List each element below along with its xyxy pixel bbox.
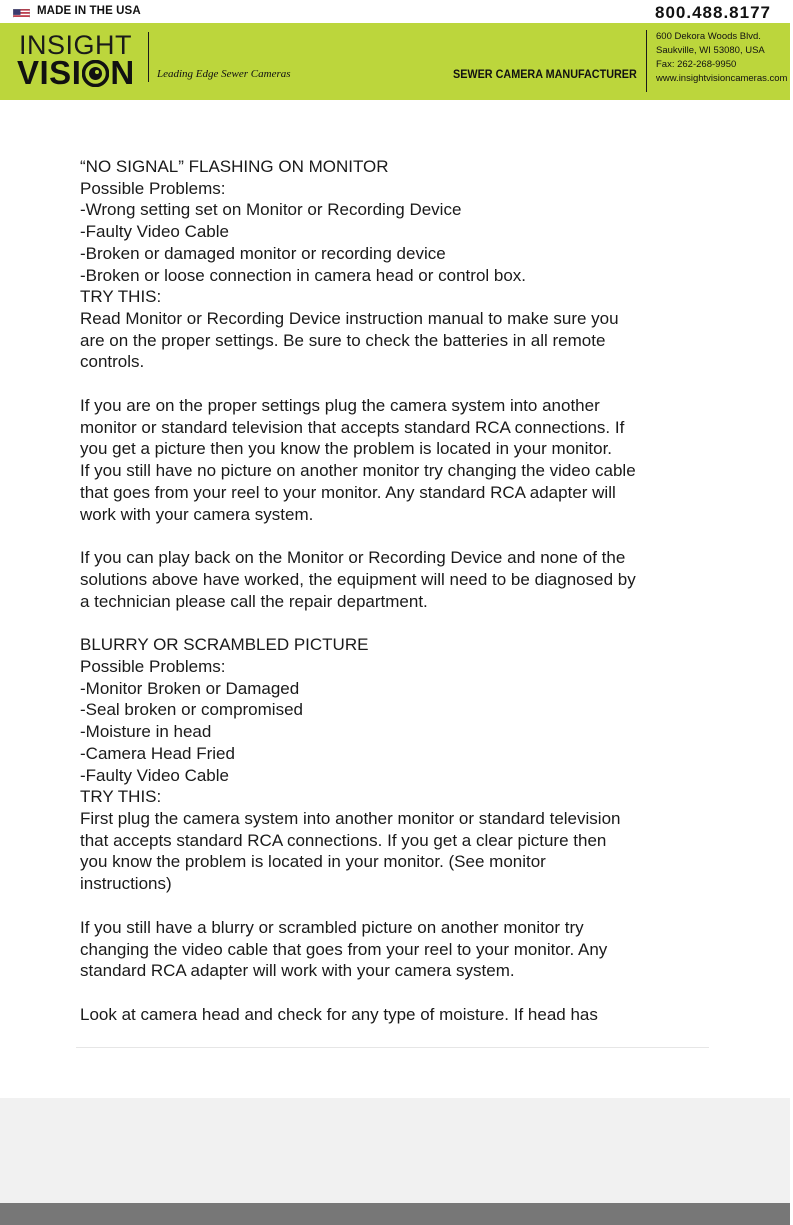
text-line: Possible Problems: bbox=[80, 178, 226, 198]
paragraph bbox=[80, 395, 720, 525]
tagline: Leading Edge Sewer Cameras bbox=[157, 68, 291, 80]
paragraph bbox=[80, 634, 720, 894]
text-line: instructions) bbox=[80, 874, 172, 894]
text-line: -Broken or loose connection in camera head or control box. bbox=[80, 265, 527, 285]
text-line: If you still have no picture on another monitor try changing the video cable bbox=[80, 461, 636, 481]
text-line: controls. bbox=[80, 352, 145, 372]
address-website-link[interactable]: www.insightvisioncameras.com bbox=[656, 73, 788, 84]
text-line: solutions above have worked, the equipment will need to be diagnosed by bbox=[80, 569, 636, 589]
text-line: monitor or standard television that accepts standard RCA connections. If bbox=[80, 417, 625, 437]
text-line: are on the proper settings. Be sure to check the batteries in all remote bbox=[80, 330, 606, 350]
text-line: Possible Problems: bbox=[80, 657, 226, 677]
text-line: you know the problem is located in your monitor. (See monitor bbox=[80, 852, 546, 872]
footer-bar bbox=[0, 1203, 790, 1225]
text-line: that accepts standard RCA connections. If you get a clear picture then bbox=[80, 830, 607, 850]
text-line: -Broken or damaged monitor or recording device bbox=[80, 243, 446, 263]
text-line: -Wrong setting set on Monitor or Recording Device bbox=[80, 200, 462, 220]
text-line: -Monitor Broken or Damaged bbox=[80, 678, 300, 698]
text-line: -Camera Head Fried bbox=[80, 743, 235, 763]
paragraph bbox=[80, 917, 720, 982]
text-line: If you still have a blurry or scrambled picture on another monitor try bbox=[80, 917, 584, 937]
text-line: -Moisture in head bbox=[80, 722, 212, 742]
text-line: “NO SIGNAL” FLASHING ON MONITOR bbox=[80, 157, 389, 176]
address-divider bbox=[646, 30, 647, 92]
address-fax: Fax: 262-268-9950 bbox=[656, 59, 737, 70]
text-line: you get a picture then you know the problem is located in your monitor. bbox=[80, 439, 613, 459]
logo-vision-part1: VISI bbox=[17, 54, 82, 91]
text-line: Read Monitor or Recording Device instruction manual to make sure you bbox=[80, 308, 619, 328]
text-line: If you are on the proper settings plug the camera system into another bbox=[80, 396, 600, 416]
paragraph bbox=[80, 1004, 720, 1026]
text-line: -Seal broken or compromised bbox=[80, 700, 303, 720]
document-body bbox=[80, 156, 720, 1048]
text-line: If you can play back on the Monitor or Recording Device and none of the bbox=[80, 548, 626, 568]
logo-eye-icon bbox=[82, 57, 109, 84]
logo-divider bbox=[148, 32, 149, 82]
text-line: a technician please call the repair department. bbox=[80, 591, 428, 611]
text-line: standard RCA adapter will work with your camera system. bbox=[80, 961, 515, 981]
address-city: Saukville, WI 53080, USA bbox=[656, 45, 765, 56]
paragraph bbox=[80, 156, 720, 373]
us-flag-icon bbox=[13, 7, 30, 18]
top-bar bbox=[0, 0, 793, 24]
manufacturer-label: SEWER CAMERA MANUFACTURER bbox=[453, 67, 637, 81]
text-line: that goes from your reel to your monitor. Any standard RCA adapter will bbox=[80, 482, 616, 502]
header-banner bbox=[0, 23, 790, 100]
logo-vision-part2: N bbox=[110, 54, 135, 91]
text-line: changing the video cable that goes from your reel to your monitor. Any bbox=[80, 939, 608, 959]
address-street: 600 Dekora Woods Blvd. bbox=[656, 31, 761, 42]
text-line: TRY THIS: bbox=[80, 287, 162, 307]
text-line: work with your camera system. bbox=[80, 504, 314, 524]
text-line: -Faulty Video Cable bbox=[80, 222, 229, 242]
content-divider bbox=[76, 1047, 709, 1048]
text-line: First plug the camera system into another monitor or standard television bbox=[80, 808, 621, 828]
text-line: TRY THIS: bbox=[80, 787, 162, 807]
paragraph bbox=[80, 547, 720, 612]
footer-area bbox=[0, 1098, 790, 1203]
logo-vision-text bbox=[17, 54, 135, 92]
logo-insight-text: INSIGHT bbox=[19, 30, 133, 60]
text-line: Look at camera head and check for any type of moisture. If head has bbox=[80, 1004, 598, 1024]
phone-number[interactable]: 800.488.8177 bbox=[655, 3, 771, 22]
text-line: -Faulty Video Cable bbox=[80, 765, 229, 785]
made-in-usa-label: MADE IN THE USA bbox=[37, 5, 141, 17]
address-block bbox=[656, 30, 787, 86]
text-line: BLURRY OR SCRAMBLED PICTURE bbox=[80, 635, 369, 655]
